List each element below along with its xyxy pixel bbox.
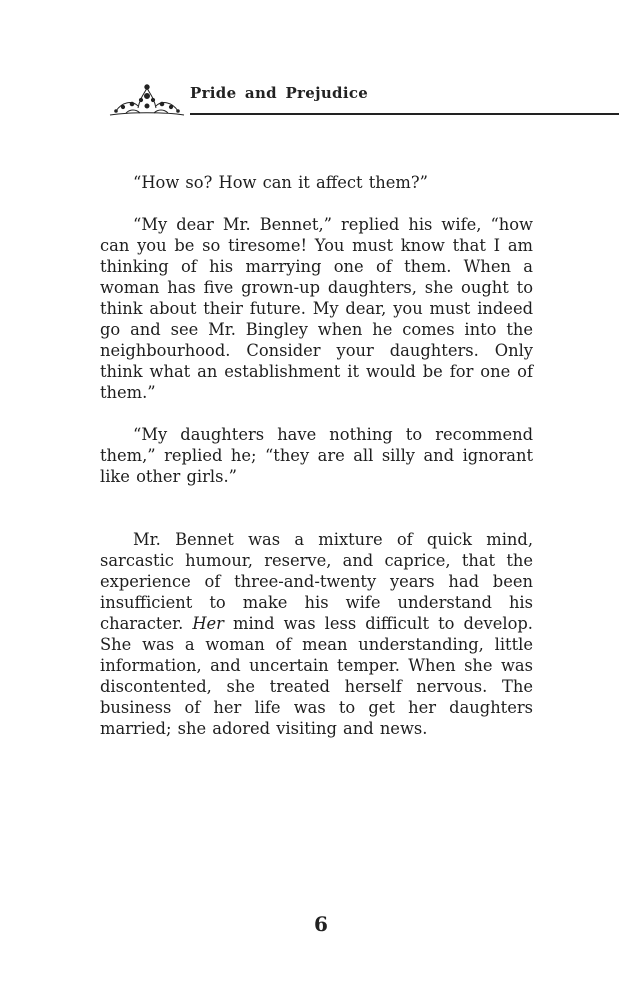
page-number: 6 [314,912,328,936]
paragraph [100,529,533,739]
emphasis-text: Her [192,614,224,633]
book-title: Pride and Prejudice [190,84,369,102]
running-header [108,80,619,120]
paragraph: “My daughters have nothing to recommend them,” replied he; “they are all silly and ignorant like other girls.” [100,425,533,486]
paragraph-text: Mr. Bennet was a mixture of quick mind, sarcastic humour, reserve, and caprice, that the experience of three-and-twenty years had been insufficient to make his wife understand his character. [100,530,533,633]
page-body [100,172,533,739]
floral-ornament-icon [108,82,186,118]
paragraph: “How so? How can it affect them?” [133,173,428,192]
paragraph-gap [100,403,533,424]
section-gap [100,487,533,529]
header-rule [190,113,619,115]
paragraph: “My dear Mr. Bennet,” replied his wife, “how can you be so tiresome! You must know that I am thinking of his marrying one of them. When a woman has five grown-up daughters, she ought to think about their future. My dear, you must indeed go and see Mr. Bingley when he comes into the neighbourhood. Consider your daughters. Only think what an establishment it would be for one of them.” [100,215,533,402]
paragraph-text: mind was less difficult to develop. She was a woman of mean understanding, little information, and uncertain temper. When she was discontented, she treated herself nervous. The business of her life was to get her daughters married; she adored visiting and news. [100,614,533,738]
paragraph-gap [100,193,533,214]
